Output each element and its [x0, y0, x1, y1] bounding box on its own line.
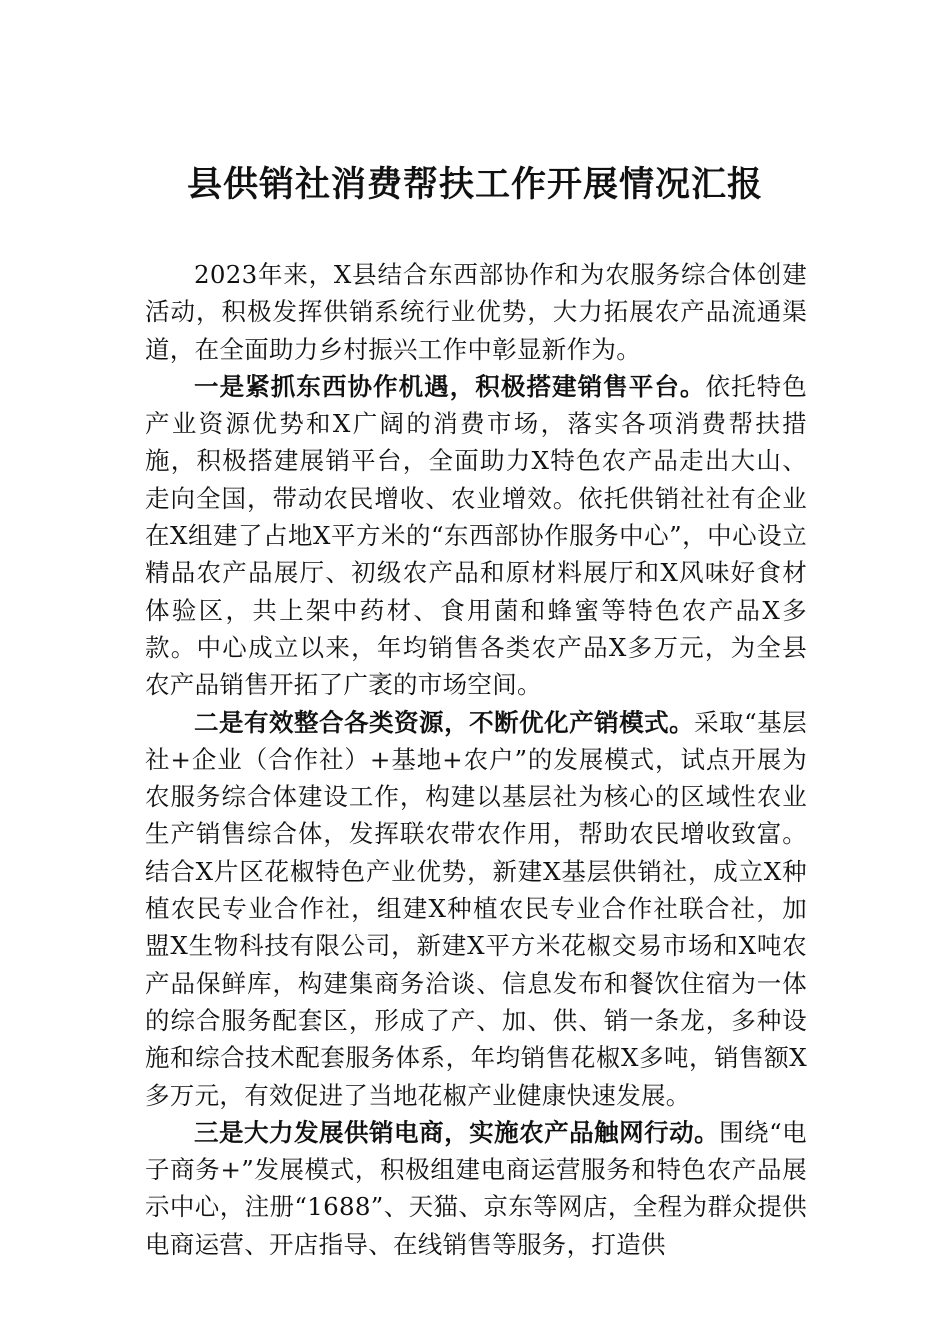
- paragraph-text: 围绕“电子商务+”发展模式，积极组建电商运营服务和特色农产品展示中心，注册“1688”、天猫、京东等网店，全程为群众提供电商运营、开店指导、在线销售等服务，打造供: [145, 1117, 807, 1259]
- document-body: [145, 256, 807, 1263]
- document-title: 县供销社消费帮扶工作开展情况汇报: [186, 164, 763, 205]
- paragraph-text: 采取“基层社+企业（合作社）+基地+农户”的发展模式，试点开展为农服务综合体建设工作，构建以基层社为核心的区域性农业生产销售综合体，发挥联农带农作用，帮助农民增收致富。结合X片区花椒特色产业优势，新建X基层供销社，成立X种植农民专业合作社，组建X种植农民专业合作社联合社，加盟X生物科技有限公司，新建X平方米花椒交易市场和X吨农产品保鲜库，构建集商务洽谈、信息发布和餐饮住宿为一体的综合服务配套区，形成了产、加、供、销一条龙，多种设施和综合技术配套服务体系，年均销售花椒X多吨，销售额X多万元，有效促进了当地花椒产业健康快速发展。: [145, 707, 807, 1110]
- paragraph-text: 依托特色产业资源优势和X广阔的消费市场，落实各项消费帮扶措施，积极搭建展销平台，全面助力X特色农产品走出大山、走向全国，带动农民增收、农业增效。依托供销社社有企业在X组建了占地X平方米的“东西部协作服务中心”，中心设立精品农产品展厅、初级农产品和原材料展厅和X风味好食材体验区，共上架中药材、食用菌和蜂蜜等特色农产品X多款。中心成立以来，年均销售各类农产品X多万元，为全县农产品销售开拓了广袤的市场空间。: [145, 371, 808, 700]
- paragraph-intro: [145, 256, 807, 368]
- section-heading: 二是有效整合各类资源，不断优化产销模式。: [194, 707, 695, 737]
- paragraph-text: 2023年来，X县结合东西部协作和为农服务综合体创建活动，积极发挥供销系统行业优势，大力拓展农产品流通渠道，在全面助力乡村振兴工作中彰显新作为。: [145, 260, 807, 364]
- paragraph-section-3: [145, 1114, 807, 1263]
- paragraph-section-2: [145, 704, 807, 1114]
- paragraph-section-1: [145, 368, 807, 704]
- section-heading: 三是大力发展供销电商，实施农产品触网行动。: [194, 1117, 720, 1147]
- section-heading: 一是紧抓东西协作机遇，积极搭建销售平台。: [194, 371, 706, 401]
